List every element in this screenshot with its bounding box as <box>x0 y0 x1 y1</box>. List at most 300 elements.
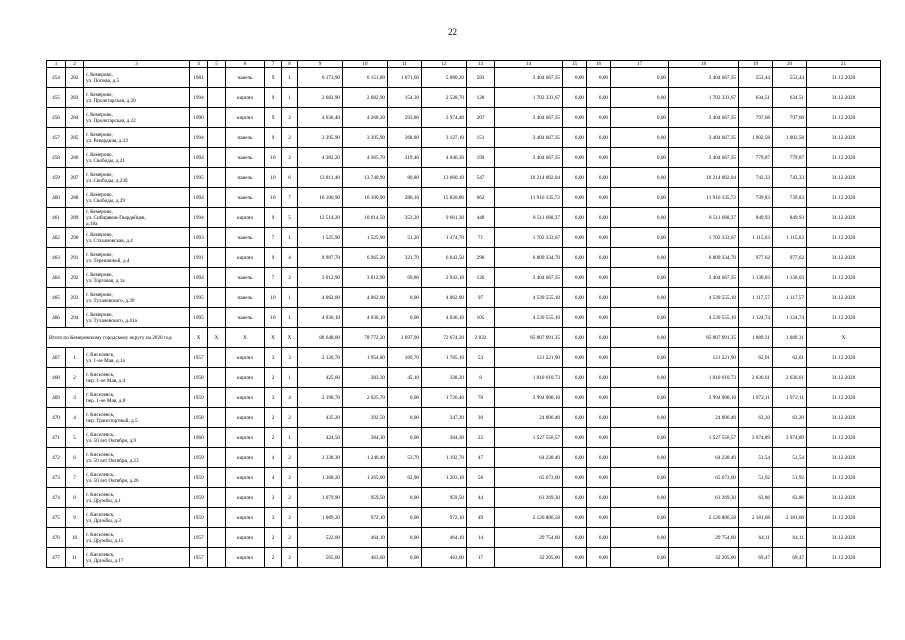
table-cell: 0,00 <box>388 408 422 428</box>
table-cell: 6 809 334,70 <box>669 248 739 268</box>
table-cell: 10 014,50 <box>343 208 388 228</box>
column-header: 3 <box>84 61 190 68</box>
column-header: 14 <box>495 61 563 68</box>
table-cell: 0,00 <box>611 208 669 228</box>
table-cell: 3 <box>66 388 84 408</box>
table-cell: 0,00 <box>388 308 422 328</box>
table-cell: 0,00 <box>563 528 587 548</box>
table-row <box>47 368 881 388</box>
table-cell: 105 <box>467 308 495 328</box>
table-cell: 15 820,80 <box>422 188 467 208</box>
table-row <box>47 268 881 288</box>
total-cell: 72 674,20 <box>422 328 467 348</box>
table-cell: 471 <box>47 428 66 448</box>
table-cell: 1 525,90 <box>298 228 343 248</box>
page-number: 22 <box>448 27 457 37</box>
table-row <box>47 68 881 88</box>
table-cell: 10 <box>265 168 282 188</box>
table-cell: 0,00 <box>563 168 587 188</box>
table-cell: 475 <box>47 508 66 528</box>
table-cell: 2 <box>265 428 282 448</box>
table-row <box>47 428 881 448</box>
table-cell: кирпич <box>226 528 265 548</box>
table-cell: 2 181,68 <box>773 508 807 528</box>
table-cell: 959,50 <box>422 488 467 508</box>
table-cell: 0,00 <box>388 428 422 448</box>
total-cell: X <box>807 328 881 348</box>
table-cell: 977,62 <box>773 248 807 268</box>
table-cell: панель <box>226 148 265 168</box>
column-header: 4 <box>190 61 208 68</box>
table-cell: 849,93 <box>773 208 807 228</box>
table-cell: 31.12.2020 <box>807 528 881 548</box>
table-cell: 4 539 555,10 <box>495 308 563 328</box>
table-cell: 4 539 555,10 <box>669 288 739 308</box>
table-cell: 51,20 <box>388 228 422 248</box>
table-cell: 31.12.2020 <box>807 228 881 248</box>
table-cell: 459 <box>47 168 66 188</box>
table-cell: 29 754,60 <box>495 528 563 548</box>
table-cell: 292 <box>66 268 84 288</box>
address-cell: г. Кемерово, ул. Торговая, д.1а <box>84 268 190 288</box>
address-cell: г. Киселевск, ул. Дружбы, д.1 <box>84 488 190 508</box>
table-cell: 0,00 <box>611 68 669 88</box>
total-cell: X <box>265 328 282 348</box>
table-cell: 0,00 <box>611 268 669 288</box>
table-cell <box>208 348 226 368</box>
table-cell: 463 <box>47 248 66 268</box>
table-cell: 467 <box>47 348 66 368</box>
table-cell: 10 <box>265 188 282 208</box>
table-cell: 0,00 <box>563 348 587 368</box>
table-cell: 9 <box>265 248 282 268</box>
column-header: 2 <box>66 61 84 68</box>
table-cell: 0,00 <box>388 488 422 508</box>
column-header: 20 <box>773 61 807 68</box>
column-header: 13 <box>467 61 495 68</box>
table-cell <box>208 128 226 148</box>
table-cell: 0,00 <box>563 88 587 108</box>
table-cell: 739,83 <box>739 188 773 208</box>
table-cell: 31.12.2020 <box>807 188 881 208</box>
table-cell: 4 036,10 <box>422 308 467 328</box>
table-cell: 0,00 <box>611 488 669 508</box>
table-cell: 32 205,00 <box>495 548 563 568</box>
table-cell: 8 511 668,37 <box>669 208 739 228</box>
table-cell: 0,00 <box>611 408 669 428</box>
table-cell: 121 221,90 <box>495 348 563 368</box>
table-cell: панель <box>226 128 265 148</box>
table-row <box>47 88 881 108</box>
table-cell: 0,00 <box>611 468 669 488</box>
table-cell: 1 338,30 <box>298 448 343 468</box>
table-cell: 6 <box>66 448 84 468</box>
column-header: 8 <box>282 61 298 68</box>
table-cell: 5 <box>282 208 298 228</box>
table-cell: 0,00 <box>611 548 669 568</box>
housing-register-table <box>46 60 881 568</box>
table-cell: 0,00 <box>587 488 611 508</box>
table-cell: 31.12.2020 <box>807 88 881 108</box>
table-cell: 53 <box>467 348 495 368</box>
table-cell: 1 130,03 <box>773 268 807 288</box>
table-cell: кирпич <box>226 548 265 568</box>
table-cell: 1 089,20 <box>298 508 343 528</box>
table-cell: 473 <box>47 468 66 488</box>
table-cell: 1995 <box>190 288 208 308</box>
table-cell: 3 395,90 <box>343 128 388 148</box>
table-cell: 2 943,10 <box>422 268 467 288</box>
table-cell: 9 661,30 <box>422 208 467 228</box>
table-cell: 4 036,10 <box>343 308 388 328</box>
table-cell: 0,00 <box>587 368 611 388</box>
table-cell: 0,00 <box>611 508 669 528</box>
table-cell: кирпич <box>226 88 265 108</box>
table-cell: 4 539 555,10 <box>669 308 739 328</box>
column-header: 15 <box>563 61 587 68</box>
table-cell: 3 974,89 <box>739 428 773 448</box>
table-cell: 0,00 <box>587 128 611 148</box>
table-cell: 47 <box>467 448 495 468</box>
table-cell <box>208 268 226 288</box>
table-cell: 779,87 <box>739 148 773 168</box>
total-cell: 1 089,31 <box>739 328 773 348</box>
table-cell: 0,00 <box>611 308 669 328</box>
table-cell: 1 726,40 <box>422 388 467 408</box>
table-cell: 583 <box>467 68 495 88</box>
table-cell <box>208 248 226 268</box>
table-cell: 49 <box>467 508 495 528</box>
table-body <box>47 68 881 568</box>
table-cell: 2 126,70 <box>298 348 343 368</box>
table-cell: 11 916 335,72 <box>669 188 739 208</box>
table-row <box>47 248 881 268</box>
table-cell: 797,68 <box>773 108 807 128</box>
address-cell: г. Кемерово, ул. Попова, д.5 <box>84 68 190 88</box>
table-cell: 2 <box>282 528 298 548</box>
table-cell: 22 <box>467 428 495 448</box>
table-cell: 3 012,90 <box>298 268 343 288</box>
table-cell: 0,00 <box>563 248 587 268</box>
table-cell: 977,62 <box>739 248 773 268</box>
table-cell: 1 117,57 <box>773 288 807 308</box>
address-cell: г. Киселевск, ул. 50 лет Октября, д.9 <box>84 428 190 448</box>
table-cell: 3 404 667,35 <box>495 108 563 128</box>
table-cell: панель <box>226 188 265 208</box>
table-row <box>47 448 881 468</box>
table-cell: кирпич <box>226 488 265 508</box>
table-cell: 0,00 <box>587 208 611 228</box>
table-cell: 62,90 <box>388 468 422 488</box>
table-cell: 3 404 667,35 <box>669 268 739 288</box>
table-cell: 0,00 <box>611 108 669 128</box>
table-cell: 522,00 <box>298 528 343 548</box>
table-cell: 31.12.2020 <box>807 308 881 328</box>
table-cell: 448 <box>467 208 495 228</box>
table-cell: 464 <box>47 268 66 288</box>
table-cell: 0,00 <box>563 228 587 248</box>
table-cell <box>208 108 226 128</box>
column-header: 5 <box>208 61 226 68</box>
table-cell: 70 <box>467 388 495 408</box>
table-row <box>47 488 881 508</box>
table-cell: 1 527 550,57 <box>495 428 563 448</box>
table-cell: 16 106,90 <box>343 188 388 208</box>
table-cell: 44 <box>467 488 495 508</box>
table-row <box>47 388 881 408</box>
table-cell: 10 <box>66 528 84 548</box>
total-cell: 85 807 091,35 <box>495 328 563 348</box>
table-cell: 0,00 <box>587 548 611 568</box>
table-cell: 32 205,00 <box>669 548 739 568</box>
table-cell: 31.12.2020 <box>807 288 881 308</box>
table-cell: 0,00 <box>563 408 587 428</box>
table-cell: 10 214 002,04 <box>495 168 563 188</box>
table-cell: 4 <box>282 388 298 408</box>
table-cell: 283 <box>66 88 84 108</box>
column-header: 1 <box>47 61 66 68</box>
table-cell: 8 <box>66 488 84 508</box>
table-cell: 3 404 667,35 <box>495 68 563 88</box>
table-cell: 383,30 <box>343 368 388 388</box>
table-cell: 0,00 <box>587 268 611 288</box>
table-cell: 0,00 <box>563 208 587 228</box>
table-cell: 1 002,58 <box>773 128 807 148</box>
address-cell: г. Киселевск, ул. 50 лет Октября, д.26 <box>84 468 190 488</box>
table-cell: 1 203,10 <box>422 468 467 488</box>
table-cell: 1994 <box>190 88 208 108</box>
address-cell: г. Кемерово, ул. Свободы, д.29 <box>84 188 190 208</box>
column-header: 9 <box>298 61 343 68</box>
table-cell: 1959 <box>190 508 208 528</box>
table-cell: 11 <box>66 548 84 568</box>
table-cell: 294 <box>66 308 84 328</box>
table-cell: 10 <box>265 288 282 308</box>
table-cell: 0,00 <box>563 128 587 148</box>
address-cell: г. Киселевск, пер. Транспортный, д.5 <box>84 408 190 428</box>
table-cell: 1990 <box>190 108 208 128</box>
table-cell: 8 987,70 <box>298 248 343 268</box>
table-cell: кирпич <box>226 468 265 488</box>
table-cell: 1960 <box>190 428 208 448</box>
table-cell: 3 404 667,35 <box>495 268 563 288</box>
table-cell <box>208 408 226 428</box>
total-cell: 0,00 <box>611 328 669 348</box>
table-cell: 743,33 <box>773 168 807 188</box>
address-cell: г. Кемерово, ул. Тухачевского, д.39 <box>84 288 190 308</box>
table-cell: 0,00 <box>563 368 587 388</box>
table-cell <box>208 148 226 168</box>
table-cell: 457 <box>47 128 66 148</box>
address-cell: г. Кемерово, ул. Тухачевского, д.41а <box>84 308 190 328</box>
table-cell: 0,00 <box>587 448 611 468</box>
table-cell: 31.12.2020 <box>807 448 881 468</box>
address-cell: г. Киселевск, ул. 50 лет Октября, д.23 <box>84 448 190 468</box>
table-cell: 31.12.2020 <box>807 348 881 368</box>
table-cell: 0,00 <box>587 108 611 128</box>
table-cell: 1 002,58 <box>739 128 773 148</box>
table-cell: 2 <box>265 548 282 568</box>
table-cell: 1 130,03 <box>739 268 773 288</box>
table-cell: 0,00 <box>611 428 669 448</box>
table-cell: 0,00 <box>611 168 669 188</box>
column-header: 19 <box>739 61 773 68</box>
table-cell: 65 673,60 <box>669 468 739 488</box>
table-cell: 3 404 667,35 <box>495 128 563 148</box>
table-cell: 1994 <box>190 128 208 148</box>
table-cell: 3 012,90 <box>343 268 388 288</box>
table-cell: 972,10 <box>343 508 388 528</box>
table-cell: 291 <box>66 248 84 268</box>
table-cell: 8 511 668,37 <box>495 208 563 228</box>
table-cell: кирпич <box>226 248 265 268</box>
table-cell: 474 <box>47 488 66 508</box>
table-cell: 29 754,60 <box>669 528 739 548</box>
table-cell: 2 <box>282 268 298 288</box>
table-cell: 4 062,00 <box>343 288 388 308</box>
table-cell: 64 238,40 <box>495 448 563 468</box>
table-cell: 3 <box>282 348 298 368</box>
table-cell: 466 <box>47 308 66 328</box>
table-cell: 1957 <box>190 528 208 548</box>
table-cell: 268,80 <box>388 128 422 148</box>
table-cell: 461 <box>47 208 66 228</box>
table-cell: кирпич <box>226 508 265 528</box>
table-cell: 3 404 667,35 <box>495 148 563 168</box>
table-cell: 972,10 <box>422 508 467 528</box>
table-cell <box>208 428 226 448</box>
table-cell: 1 702 333,67 <box>669 88 739 108</box>
table-cell: 4 539 555,10 <box>495 288 563 308</box>
table-row <box>47 508 881 528</box>
table-cell: 31.12.2020 <box>807 488 881 508</box>
table-cell: 1958 <box>190 368 208 388</box>
total-cell: 85 807 091,35 <box>669 328 739 348</box>
table-cell: 0,00 <box>563 548 587 568</box>
table-cell: 151 <box>467 128 495 148</box>
table-cell: 477 <box>47 548 66 568</box>
table-cell: 80,80 <box>388 168 422 188</box>
table-cell: 464,10 <box>343 528 388 548</box>
table-cell: 458 <box>47 148 66 168</box>
table-cell <box>208 528 226 548</box>
table-cell: 0,00 <box>563 388 587 408</box>
column-header: 21 <box>807 61 881 68</box>
table-cell: 17 <box>467 548 495 568</box>
table-cell: 321,70 <box>388 248 422 268</box>
table-cell: 1995 <box>190 308 208 328</box>
total-label: Итого по Кемеровскому городскому округу на 2020 год: <box>47 328 190 348</box>
table-cell: 1994 <box>190 188 208 208</box>
total-row <box>47 328 881 348</box>
table-cell <box>208 468 226 488</box>
table-cell: 62,01 <box>739 348 773 368</box>
table-cell: 1981 <box>190 68 208 88</box>
table-cell <box>208 448 226 468</box>
table-cell: 3 <box>265 488 282 508</box>
table-cell: 1993 <box>190 228 208 248</box>
table-cell: 3 <box>265 388 282 408</box>
table-cell: 2 <box>282 128 298 148</box>
table-cell: 0,00 <box>388 528 422 548</box>
table-cell: 51,92 <box>739 468 773 488</box>
table-cell: 1958 <box>190 408 208 428</box>
table-cell: 0,00 <box>388 508 422 528</box>
table-cell: 13 740,90 <box>343 168 388 188</box>
address-cell: г. Кемерово, ул. Терешковой, д.4 <box>84 248 190 268</box>
table-cell: 0,00 <box>611 188 669 208</box>
table-cell: 547 <box>467 168 495 188</box>
table-cell: 0,00 <box>563 448 587 468</box>
table-cell: 1 702 333,67 <box>495 88 563 108</box>
table-cell <box>208 308 226 328</box>
table-cell: 2 <box>282 148 298 168</box>
table-cell: 1 972,11 <box>773 388 807 408</box>
table-cell: 0,00 <box>611 248 669 268</box>
table-cell: 293,80 <box>388 108 422 128</box>
table-cell: 472 <box>47 448 66 468</box>
table-cell: 797,68 <box>739 108 773 128</box>
table-cell: 6 <box>282 168 298 188</box>
table-cell: 463,60 <box>422 548 467 568</box>
table-cell: 0,00 <box>587 428 611 448</box>
table-cell: 1994 <box>190 268 208 288</box>
table-cell: панель <box>226 68 265 88</box>
table-cell: 286 <box>66 148 84 168</box>
table-cell: 0,00 <box>611 88 669 108</box>
table-cell: 0,00 <box>587 408 611 428</box>
table-cell: 97 <box>467 288 495 308</box>
table-cell: 0,00 <box>587 248 611 268</box>
total-cell: 1 697,90 <box>388 328 422 348</box>
table-cell: 454 <box>47 68 66 88</box>
address-cell: г. Киселевск, ул. Дружбы, д.3 <box>84 508 190 528</box>
table-row <box>47 128 881 148</box>
table-cell: 2 198,70 <box>298 388 343 408</box>
table-cell: кирпич <box>226 368 265 388</box>
table-cell: 455 <box>47 88 66 108</box>
table-cell: 463,60 <box>343 548 388 568</box>
table-cell: 0,00 <box>563 308 587 328</box>
table-cell: 1 246,40 <box>343 448 388 468</box>
table-cell: 1 <box>66 348 84 368</box>
table-cell: 2 <box>282 468 298 488</box>
table-cell: 4 062,00 <box>422 288 467 308</box>
table-cell: 1994 <box>190 148 208 168</box>
table-cell: 465 <box>47 288 66 308</box>
table-cell: 63,20 <box>773 408 807 428</box>
table-cell: 1 <box>282 228 298 248</box>
table-cell: 0,00 <box>563 488 587 508</box>
table-cell: кирпич <box>226 108 265 128</box>
table-cell: 62,01 <box>773 348 807 368</box>
table-cell: 0,00 <box>611 448 669 468</box>
address-cell: г. Киселевск, ул. Дружбы, д.15 <box>84 528 190 548</box>
table-cell <box>208 168 226 188</box>
table-cell: 9 <box>265 128 282 148</box>
table-cell: 2 025,70 <box>343 388 388 408</box>
table-cell: 0,00 <box>587 168 611 188</box>
table-cell <box>208 368 226 388</box>
table-cell: 31.12.2020 <box>807 128 881 148</box>
table-cell: 24 806,40 <box>495 408 563 428</box>
table-cell: 2 <box>282 488 298 508</box>
table-cell: 284 <box>66 108 84 128</box>
table-cell: 10 214 002,04 <box>669 168 739 188</box>
address-cell: г. Кемерово, ул. Свободы, д.23б <box>84 168 190 188</box>
table-cell: 468 <box>47 368 66 388</box>
table-cell: 13 660,10 <box>422 168 467 188</box>
